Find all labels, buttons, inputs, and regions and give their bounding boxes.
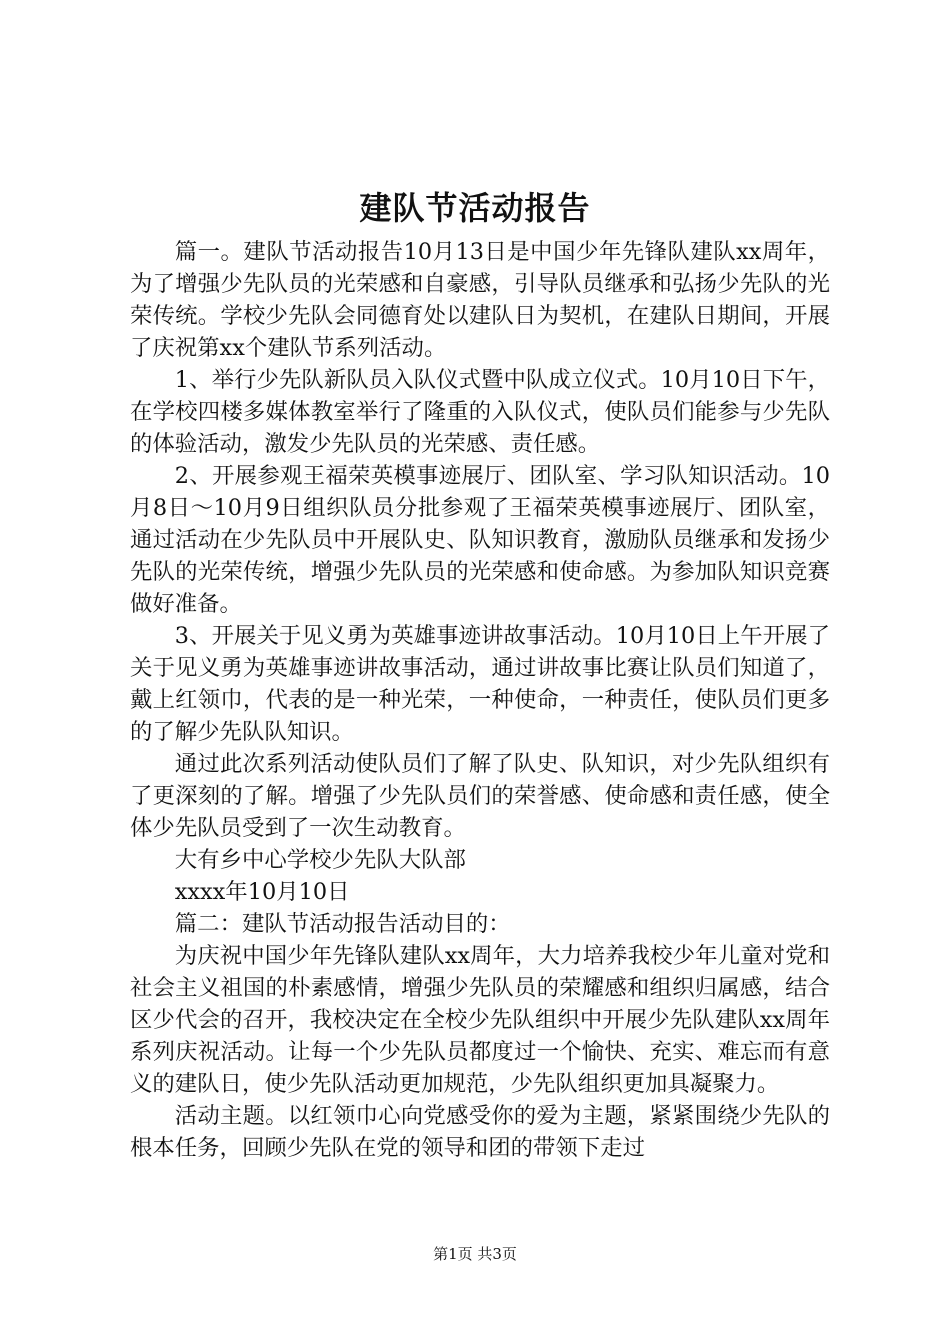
document-body [130, 236, 830, 1164]
signature-organization: 大有乡中心学校少先队大队部 [174, 847, 466, 873]
paragraph-7: 活动主题。以红领巾心向党感受你的爱为主题，紧紧围绕少先队的根本任务，回顾少先队在党的领导和团的带领下走过 [130, 1103, 830, 1161]
paragraph-2: 1、举行少先队新队员入队仪式暨中队成立仪式。10月10日下午，在学校四楼多媒体教室举行了隆重的入队仪式，使队员们能参与少先队的体验活动，激发少先队员的光荣感、责任感。 [130, 367, 830, 457]
paragraph-4: 3、开展关于见义勇为英雄事迹讲故事活动。10月10日上午开展了关于见义勇为英雄事迹讲故事活动，通过讲故事比赛让队员们知道了，戴上红领巾，代表的是一种光荣，一种使命，一种责任，使队员们更多的了解少先队队知识。 [130, 623, 830, 745]
paragraph-5: 通过此次系列活动使队员们了解了队史、队知识，对少先队组织有了更深刻的了解。增强了少先队员们的荣誉感、使命感和责任感，使全体少先队员受到了一次生动教育。 [130, 751, 830, 841]
paragraph-6: 为庆祝中国少年先锋队建队xx周年，大力培养我校少年儿童对党和社会主义祖国的朴素感情，增强少先队员的荣耀感和组织归属感，结合区少代会的召开，我校决定在全校少先队组织中开展少先队建队xx周年系列庆祝活动。让每一个少先队员都度过一个愉快、充实、难忘而有意义的建队日，使少先队活动更加规范，少先队组织更加具凝聚力。 [130, 943, 830, 1097]
paragraph-1: 篇一。建队节活动报告10月13日是中国少年先锋队建队xx周年，为了增强少先队员的光荣感和自豪感，引导队员继承和弘扬少先队的光荣传统。学校少先队会同德育处以建队日为契机，在建队日期间，开展了庆祝第xx个建队节系列活动。 [130, 239, 830, 361]
page-number-footer: 第1页 共3页 [433, 1245, 517, 1263]
section-heading-2: 篇二：建队节活动报告活动目的： [174, 911, 511, 937]
document-title: 建队节活动报告 [359, 189, 591, 227]
signature-date: xxxx年10月10日 [174, 879, 350, 905]
paragraph-3: 2、开展参观王福荣英模事迹展厅、团队室、学习队知识活动。10月8日～10月9日组织队员分批参观了王福荣英模事迹展厅、团队室，通过活动在少先队员中开展队史、队知识教育，激励队员继承和发扬少先队的光荣传统，增强少先队员的光荣感和使命感。为参加队知识竞赛做好准备。 [130, 463, 830, 617]
